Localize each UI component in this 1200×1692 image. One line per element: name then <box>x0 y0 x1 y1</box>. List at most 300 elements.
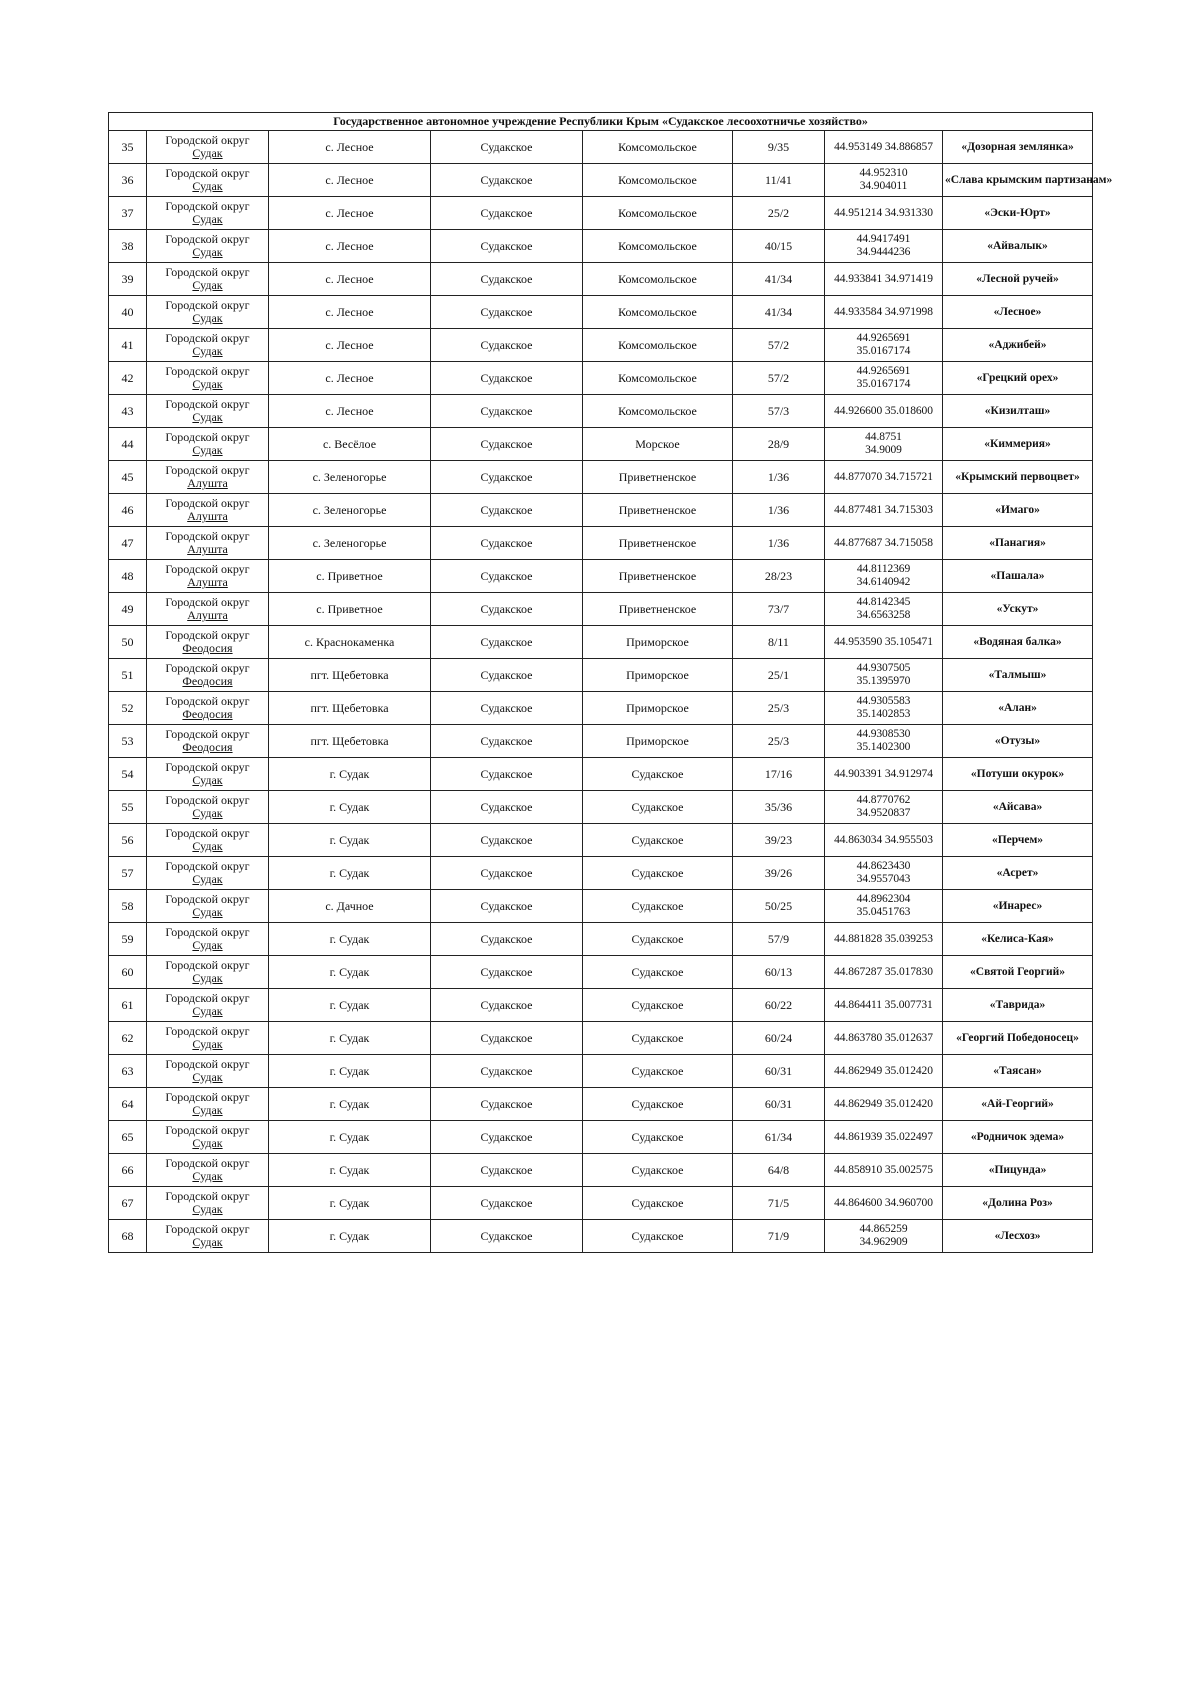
object-name-cell: «Инарес» <box>943 890 1093 923</box>
forestry-cell: Судакское <box>431 197 583 230</box>
coordinates-cell <box>825 989 943 1022</box>
settlement-cell: с. Лесное <box>269 362 431 395</box>
settlement-cell: с. Лесное <box>269 164 431 197</box>
coordinate-line: 44.8770762 <box>856 794 911 806</box>
settlement-cell: с. Краснокаменка <box>269 626 431 659</box>
district-name: Судак <box>192 179 223 193</box>
row-number: 49 <box>109 593 147 626</box>
coordinates-cell <box>825 494 943 527</box>
settlement-cell: пгт. Щебетовка <box>269 659 431 692</box>
coordinate-line: 44.933841 34.971419 <box>834 272 933 285</box>
table-row <box>109 1220 1093 1253</box>
table-row <box>109 1055 1093 1088</box>
table-row <box>109 890 1093 923</box>
division-cell: Комсомольское <box>583 197 733 230</box>
block-cell: 25/1 <box>733 659 825 692</box>
table-row <box>109 989 1093 1022</box>
forestry-cell: Судакское <box>431 1088 583 1121</box>
division-cell: Судакское <box>583 791 733 824</box>
object-name-cell: «Грецкий орех» <box>943 362 1093 395</box>
division-cell: Судакское <box>583 1088 733 1121</box>
district-type: Городской округ <box>165 991 250 1005</box>
row-number: 56 <box>109 824 147 857</box>
division-cell: Приветненское <box>583 593 733 626</box>
forestry-cell: Судакское <box>431 593 583 626</box>
row-number: 58 <box>109 890 147 923</box>
table-row <box>109 593 1093 626</box>
object-name-cell: «Потуши окурок» <box>943 758 1093 791</box>
registry-table-body <box>109 113 1113 1253</box>
coordinates-cell <box>825 857 943 890</box>
district-type: Городской округ <box>165 133 250 147</box>
coordinates-cell <box>825 1055 943 1088</box>
coordinates-cell <box>825 197 943 230</box>
district-type: Городской округ <box>165 1222 250 1236</box>
block-cell: 28/9 <box>733 428 825 461</box>
coordinates-cell <box>825 923 943 956</box>
forestry-cell: Судакское <box>431 164 583 197</box>
block-cell: 41/34 <box>733 296 825 329</box>
table-row <box>109 296 1093 329</box>
district-name: Судак <box>192 872 223 886</box>
district-cell <box>147 395 269 428</box>
object-name-cell: «Таясан» <box>943 1055 1093 1088</box>
district-type: Городской округ <box>165 1090 250 1104</box>
district-cell <box>147 1022 269 1055</box>
district-type: Городской округ <box>165 463 250 477</box>
block-cell: 1/36 <box>733 527 825 560</box>
district-type: Городской округ <box>165 859 250 873</box>
settlement-cell: с. Дачное <box>269 890 431 923</box>
coordinate-line: 35.1402300 <box>856 741 911 753</box>
settlement-cell: г. Судак <box>269 956 431 989</box>
district-cell <box>147 1220 269 1253</box>
district-cell <box>147 197 269 230</box>
table-row <box>109 560 1093 593</box>
division-cell: Приветненское <box>583 527 733 560</box>
district-name: Судак <box>192 344 223 358</box>
coordinate-line: 44.881828 35.039253 <box>834 932 933 945</box>
row-number: 38 <box>109 230 147 263</box>
division-cell: Судакское <box>583 1220 733 1253</box>
district-name: Феодосия <box>182 674 233 688</box>
coordinates-cell <box>825 758 943 791</box>
block-cell: 60/31 <box>733 1088 825 1121</box>
coordinates-cell <box>825 362 943 395</box>
block-cell: 57/2 <box>733 329 825 362</box>
block-cell: 41/34 <box>733 263 825 296</box>
district-cell <box>147 230 269 263</box>
row-number: 41 <box>109 329 147 362</box>
district-name: Судак <box>192 773 223 787</box>
row-number: 60 <box>109 956 147 989</box>
forestry-cell: Судакское <box>431 1187 583 1220</box>
district-type: Городской округ <box>165 958 250 972</box>
object-name-cell: «Аджибей» <box>943 329 1093 362</box>
table-row <box>109 131 1093 164</box>
coordinates-cell <box>825 131 943 164</box>
table-row <box>109 329 1093 362</box>
division-cell: Приветненское <box>583 494 733 527</box>
district-cell <box>147 857 269 890</box>
coordinate-line: 44.9307505 <box>856 662 911 674</box>
object-name-cell: «Дозорная землянка» <box>943 131 1093 164</box>
division-cell: Комсомольское <box>583 329 733 362</box>
coordinates-cell <box>825 1088 943 1121</box>
district-name: Судак <box>192 443 223 457</box>
district-name: Судак <box>192 1004 223 1018</box>
coordinate-line: 34.9557043 <box>856 873 911 885</box>
object-name-cell: «Лесной ручей» <box>943 263 1093 296</box>
object-name-cell: «Келиса-Кая» <box>943 923 1093 956</box>
district-name: Судак <box>192 1136 223 1150</box>
forestry-cell: Судакское <box>431 527 583 560</box>
district-name: Судак <box>192 1202 223 1216</box>
district-type: Городской округ <box>165 661 250 675</box>
district-name: Судак <box>192 1070 223 1084</box>
division-cell: Приветненское <box>583 560 733 593</box>
table-row <box>109 659 1093 692</box>
table-row <box>109 857 1093 890</box>
coordinate-line: 34.962909 <box>859 1236 908 1248</box>
coordinate-line: 44.9305583 <box>856 695 911 707</box>
table-row <box>109 692 1093 725</box>
block-cell: 64/8 <box>733 1154 825 1187</box>
block-cell: 57/2 <box>733 362 825 395</box>
coordinates-cell <box>825 164 943 197</box>
division-cell: Морское <box>583 428 733 461</box>
division-cell: Приморское <box>583 725 733 758</box>
coordinates-cell <box>825 626 943 659</box>
row-number: 43 <box>109 395 147 428</box>
object-name-cell: «Лесхоз» <box>943 1220 1093 1253</box>
district-name: Судак <box>192 245 223 259</box>
settlement-cell: с. Зеленогорье <box>269 494 431 527</box>
object-name-cell: «Киммерия» <box>943 428 1093 461</box>
division-cell: Судакское <box>583 989 733 1022</box>
settlement-cell: с. Приветное <box>269 593 431 626</box>
district-cell <box>147 164 269 197</box>
forestry-cell: Судакское <box>431 1022 583 1055</box>
district-name: Алушта <box>187 542 228 556</box>
settlement-cell: с. Лесное <box>269 263 431 296</box>
settlement-cell: с. Лесное <box>269 296 431 329</box>
coordinate-line: 44.867287 35.017830 <box>834 965 933 978</box>
district-type: Городской округ <box>165 595 250 609</box>
block-cell: 25/2 <box>733 197 825 230</box>
settlement-cell: г. Судак <box>269 1022 431 1055</box>
forestry-cell: Судакское <box>431 1220 583 1253</box>
row-number: 53 <box>109 725 147 758</box>
coordinate-line: 44.953590 35.105471 <box>834 635 933 648</box>
coordinate-line: 34.9520837 <box>856 807 911 819</box>
settlement-cell: г. Судак <box>269 824 431 857</box>
block-cell: 60/24 <box>733 1022 825 1055</box>
block-cell: 1/36 <box>733 494 825 527</box>
district-name: Феодосия <box>182 707 233 721</box>
coordinate-line: 44.951214 34.931330 <box>834 206 933 219</box>
division-cell: Судакское <box>583 857 733 890</box>
forestry-cell: Судакское <box>431 395 583 428</box>
district-type: Городской округ <box>165 826 250 840</box>
settlement-cell: г. Судак <box>269 989 431 1022</box>
coordinates-cell <box>825 1121 943 1154</box>
coordinate-line: 35.0167174 <box>856 378 911 390</box>
object-name-cell: «Пицунда» <box>943 1154 1093 1187</box>
district-name: Судак <box>192 1037 223 1051</box>
district-type: Городской округ <box>165 760 250 774</box>
district-cell <box>147 989 269 1022</box>
table-row <box>109 758 1093 791</box>
forestry-cell: Судакское <box>431 131 583 164</box>
district-name: Алушта <box>187 509 228 523</box>
table-row <box>109 824 1093 857</box>
coordinate-line: 44.9417491 <box>856 233 911 245</box>
table-row <box>109 725 1093 758</box>
row-number: 67 <box>109 1187 147 1220</box>
row-number: 45 <box>109 461 147 494</box>
table-row <box>109 428 1093 461</box>
row-number: 68 <box>109 1220 147 1253</box>
division-cell: Приморское <box>583 659 733 692</box>
coordinates-cell <box>825 890 943 923</box>
coordinate-line: 44.953149 34.886857 <box>834 140 933 153</box>
object-name-cell: «Асрет» <box>943 857 1093 890</box>
block-cell: 39/26 <box>733 857 825 890</box>
row-number: 40 <box>109 296 147 329</box>
table-row <box>109 1187 1093 1220</box>
settlement-cell: г. Судак <box>269 1121 431 1154</box>
row-number: 57 <box>109 857 147 890</box>
coordinate-line: 35.0167174 <box>856 345 911 357</box>
object-name-cell: «Георгий Победоносец» <box>943 1022 1093 1055</box>
coordinates-cell <box>825 659 943 692</box>
coordinate-line: 44.864411 35.007731 <box>834 998 933 1011</box>
object-name-cell: «Айсава» <box>943 791 1093 824</box>
settlement-cell: г. Судак <box>269 1055 431 1088</box>
block-cell: 71/5 <box>733 1187 825 1220</box>
coordinates-cell <box>825 1187 943 1220</box>
table-title-row <box>109 113 1093 131</box>
district-cell <box>147 1121 269 1154</box>
table-row <box>109 626 1093 659</box>
coordinate-line: 34.6140942 <box>856 576 911 588</box>
coordinate-line: 44.8142345 <box>856 596 911 608</box>
division-cell: Комсомольское <box>583 230 733 263</box>
district-name: Судак <box>192 146 223 160</box>
coordinate-line: 34.9009 <box>865 444 902 456</box>
settlement-cell: с. Лесное <box>269 230 431 263</box>
district-type: Городской округ <box>165 331 250 345</box>
coordinates-cell <box>825 1154 943 1187</box>
row-number: 62 <box>109 1022 147 1055</box>
table-row <box>109 923 1093 956</box>
object-name-cell: «Перчем» <box>943 824 1093 857</box>
district-type: Городской округ <box>165 793 250 807</box>
registry-table <box>108 112 1113 1253</box>
coordinate-line: 34.904011 <box>859 180 908 192</box>
forestry-cell: Судакское <box>431 659 583 692</box>
block-cell: 11/41 <box>733 164 825 197</box>
coordinates-cell <box>825 527 943 560</box>
coordinates-cell <box>825 263 943 296</box>
coordinate-line: 44.877481 34.715303 <box>834 503 933 516</box>
object-name-cell: «Айвалык» <box>943 230 1093 263</box>
forestry-cell: Судакское <box>431 1055 583 1088</box>
district-type: Городской округ <box>165 529 250 543</box>
coordinate-line: 44.877687 34.715058 <box>834 536 933 549</box>
block-cell: 28/23 <box>733 560 825 593</box>
settlement-cell: г. Судак <box>269 1187 431 1220</box>
coordinate-line: 44.864600 34.960700 <box>834 1196 933 1209</box>
coordinate-line: 44.861939 35.022497 <box>834 1130 933 1143</box>
district-cell <box>147 461 269 494</box>
row-number: 64 <box>109 1088 147 1121</box>
row-number: 65 <box>109 1121 147 1154</box>
table-row <box>109 1088 1093 1121</box>
row-number: 63 <box>109 1055 147 1088</box>
division-cell: Комсомольское <box>583 296 733 329</box>
settlement-cell: г. Судак <box>269 1088 431 1121</box>
block-cell: 60/22 <box>733 989 825 1022</box>
table-row <box>109 791 1093 824</box>
coordinates-cell <box>825 725 943 758</box>
table-row <box>109 1022 1093 1055</box>
row-number: 50 <box>109 626 147 659</box>
block-cell: 9/35 <box>733 131 825 164</box>
row-number: 55 <box>109 791 147 824</box>
row-number: 44 <box>109 428 147 461</box>
forestry-cell: Судакское <box>431 791 583 824</box>
division-cell: Комсомольское <box>583 362 733 395</box>
coordinate-line: 44.862949 35.012420 <box>834 1097 933 1110</box>
district-name: Судак <box>192 311 223 325</box>
coordinate-line: 34.6563258 <box>856 609 911 621</box>
row-number: 51 <box>109 659 147 692</box>
district-cell <box>147 791 269 824</box>
forestry-cell: Судакское <box>431 725 583 758</box>
forestry-cell: Судакское <box>431 890 583 923</box>
district-name: Судак <box>192 1235 223 1249</box>
settlement-cell: г. Судак <box>269 1154 431 1187</box>
row-number: 54 <box>109 758 147 791</box>
table-row <box>109 230 1093 263</box>
coordinates-cell <box>825 560 943 593</box>
object-name-cell: «Крымский первоцвет» <box>943 461 1093 494</box>
table-row <box>109 263 1093 296</box>
district-type: Городской округ <box>165 265 250 279</box>
settlement-cell: г. Судак <box>269 857 431 890</box>
coordinate-line: 35.1395970 <box>856 675 911 687</box>
settlement-cell: с. Лесное <box>269 131 431 164</box>
division-cell: Комсомольское <box>583 164 733 197</box>
coordinate-line: 44.9265691 <box>856 332 911 344</box>
district-type: Городской округ <box>165 727 250 741</box>
object-name-cell: «Кизилташ» <box>943 395 1093 428</box>
object-name-cell: «Родничок эдема» <box>943 1121 1093 1154</box>
forestry-cell: Судакское <box>431 1121 583 1154</box>
row-number: 46 <box>109 494 147 527</box>
object-name-cell: «Отузы» <box>943 725 1093 758</box>
forestry-cell: Судакское <box>431 956 583 989</box>
block-cell: 57/9 <box>733 923 825 956</box>
forestry-cell: Судакское <box>431 560 583 593</box>
district-name: Судак <box>192 971 223 985</box>
district-cell <box>147 593 269 626</box>
district-cell <box>147 329 269 362</box>
row-number: 48 <box>109 560 147 593</box>
coordinate-line: 44.933584 34.971998 <box>834 305 933 318</box>
forestry-cell: Судакское <box>431 923 583 956</box>
district-type: Городской округ <box>165 1024 250 1038</box>
forestry-cell: Судакское <box>431 758 583 791</box>
block-cell: 57/3 <box>733 395 825 428</box>
district-cell <box>147 659 269 692</box>
district-cell <box>147 494 269 527</box>
district-name: Судак <box>192 212 223 226</box>
row-number: 59 <box>109 923 147 956</box>
district-cell <box>147 692 269 725</box>
district-cell <box>147 560 269 593</box>
forestry-cell: Судакское <box>431 824 583 857</box>
forestry-cell: Судакское <box>431 263 583 296</box>
forestry-cell: Судакское <box>431 692 583 725</box>
row-number: 66 <box>109 1154 147 1187</box>
table-title: Государственное автономное учреждение Республики Крым «Судакское лесоохотничье хозяйство» <box>109 113 1093 131</box>
coordinates-cell <box>825 1022 943 1055</box>
division-cell: Комсомольское <box>583 395 733 428</box>
coordinate-line: 44.863034 34.955503 <box>834 833 933 846</box>
row-number: 39 <box>109 263 147 296</box>
forestry-cell: Судакское <box>431 857 583 890</box>
district-name: Феодосия <box>182 740 233 754</box>
row-number: 36 <box>109 164 147 197</box>
table-row <box>109 956 1093 989</box>
coordinate-line: 44.877070 34.715721 <box>834 470 933 483</box>
district-name: Судак <box>192 410 223 424</box>
district-name: Судак <box>192 938 223 952</box>
coordinates-cell <box>825 461 943 494</box>
district-name: Судак <box>192 377 223 391</box>
table-row <box>109 527 1093 560</box>
district-type: Городской округ <box>165 430 250 444</box>
division-cell: Судакское <box>583 890 733 923</box>
district-type: Городской округ <box>165 892 250 906</box>
settlement-cell: с. Зеленогорье <box>269 461 431 494</box>
district-cell <box>147 263 269 296</box>
coordinate-line: 44.8962304 <box>856 893 911 905</box>
district-type: Городской округ <box>165 166 250 180</box>
settlement-cell: с. Лесное <box>269 197 431 230</box>
coordinates-cell <box>825 329 943 362</box>
coordinate-line: 44.9265691 <box>856 365 911 377</box>
district-cell <box>147 758 269 791</box>
object-name-cell: «Талмыш» <box>943 659 1093 692</box>
settlement-cell: с. Весёлое <box>269 428 431 461</box>
coordinate-line: 44.863780 35.012637 <box>834 1031 933 1044</box>
division-cell: Приветненское <box>583 461 733 494</box>
coordinate-line: 44.865259 <box>859 1223 908 1235</box>
block-cell: 61/34 <box>733 1121 825 1154</box>
district-cell <box>147 527 269 560</box>
table-row <box>109 197 1093 230</box>
row-number: 52 <box>109 692 147 725</box>
table-row <box>109 395 1093 428</box>
row-number: 47 <box>109 527 147 560</box>
object-name-cell: «Долина Роз» <box>943 1187 1093 1220</box>
division-cell: Комсомольское <box>583 131 733 164</box>
district-type: Городской округ <box>165 397 250 411</box>
